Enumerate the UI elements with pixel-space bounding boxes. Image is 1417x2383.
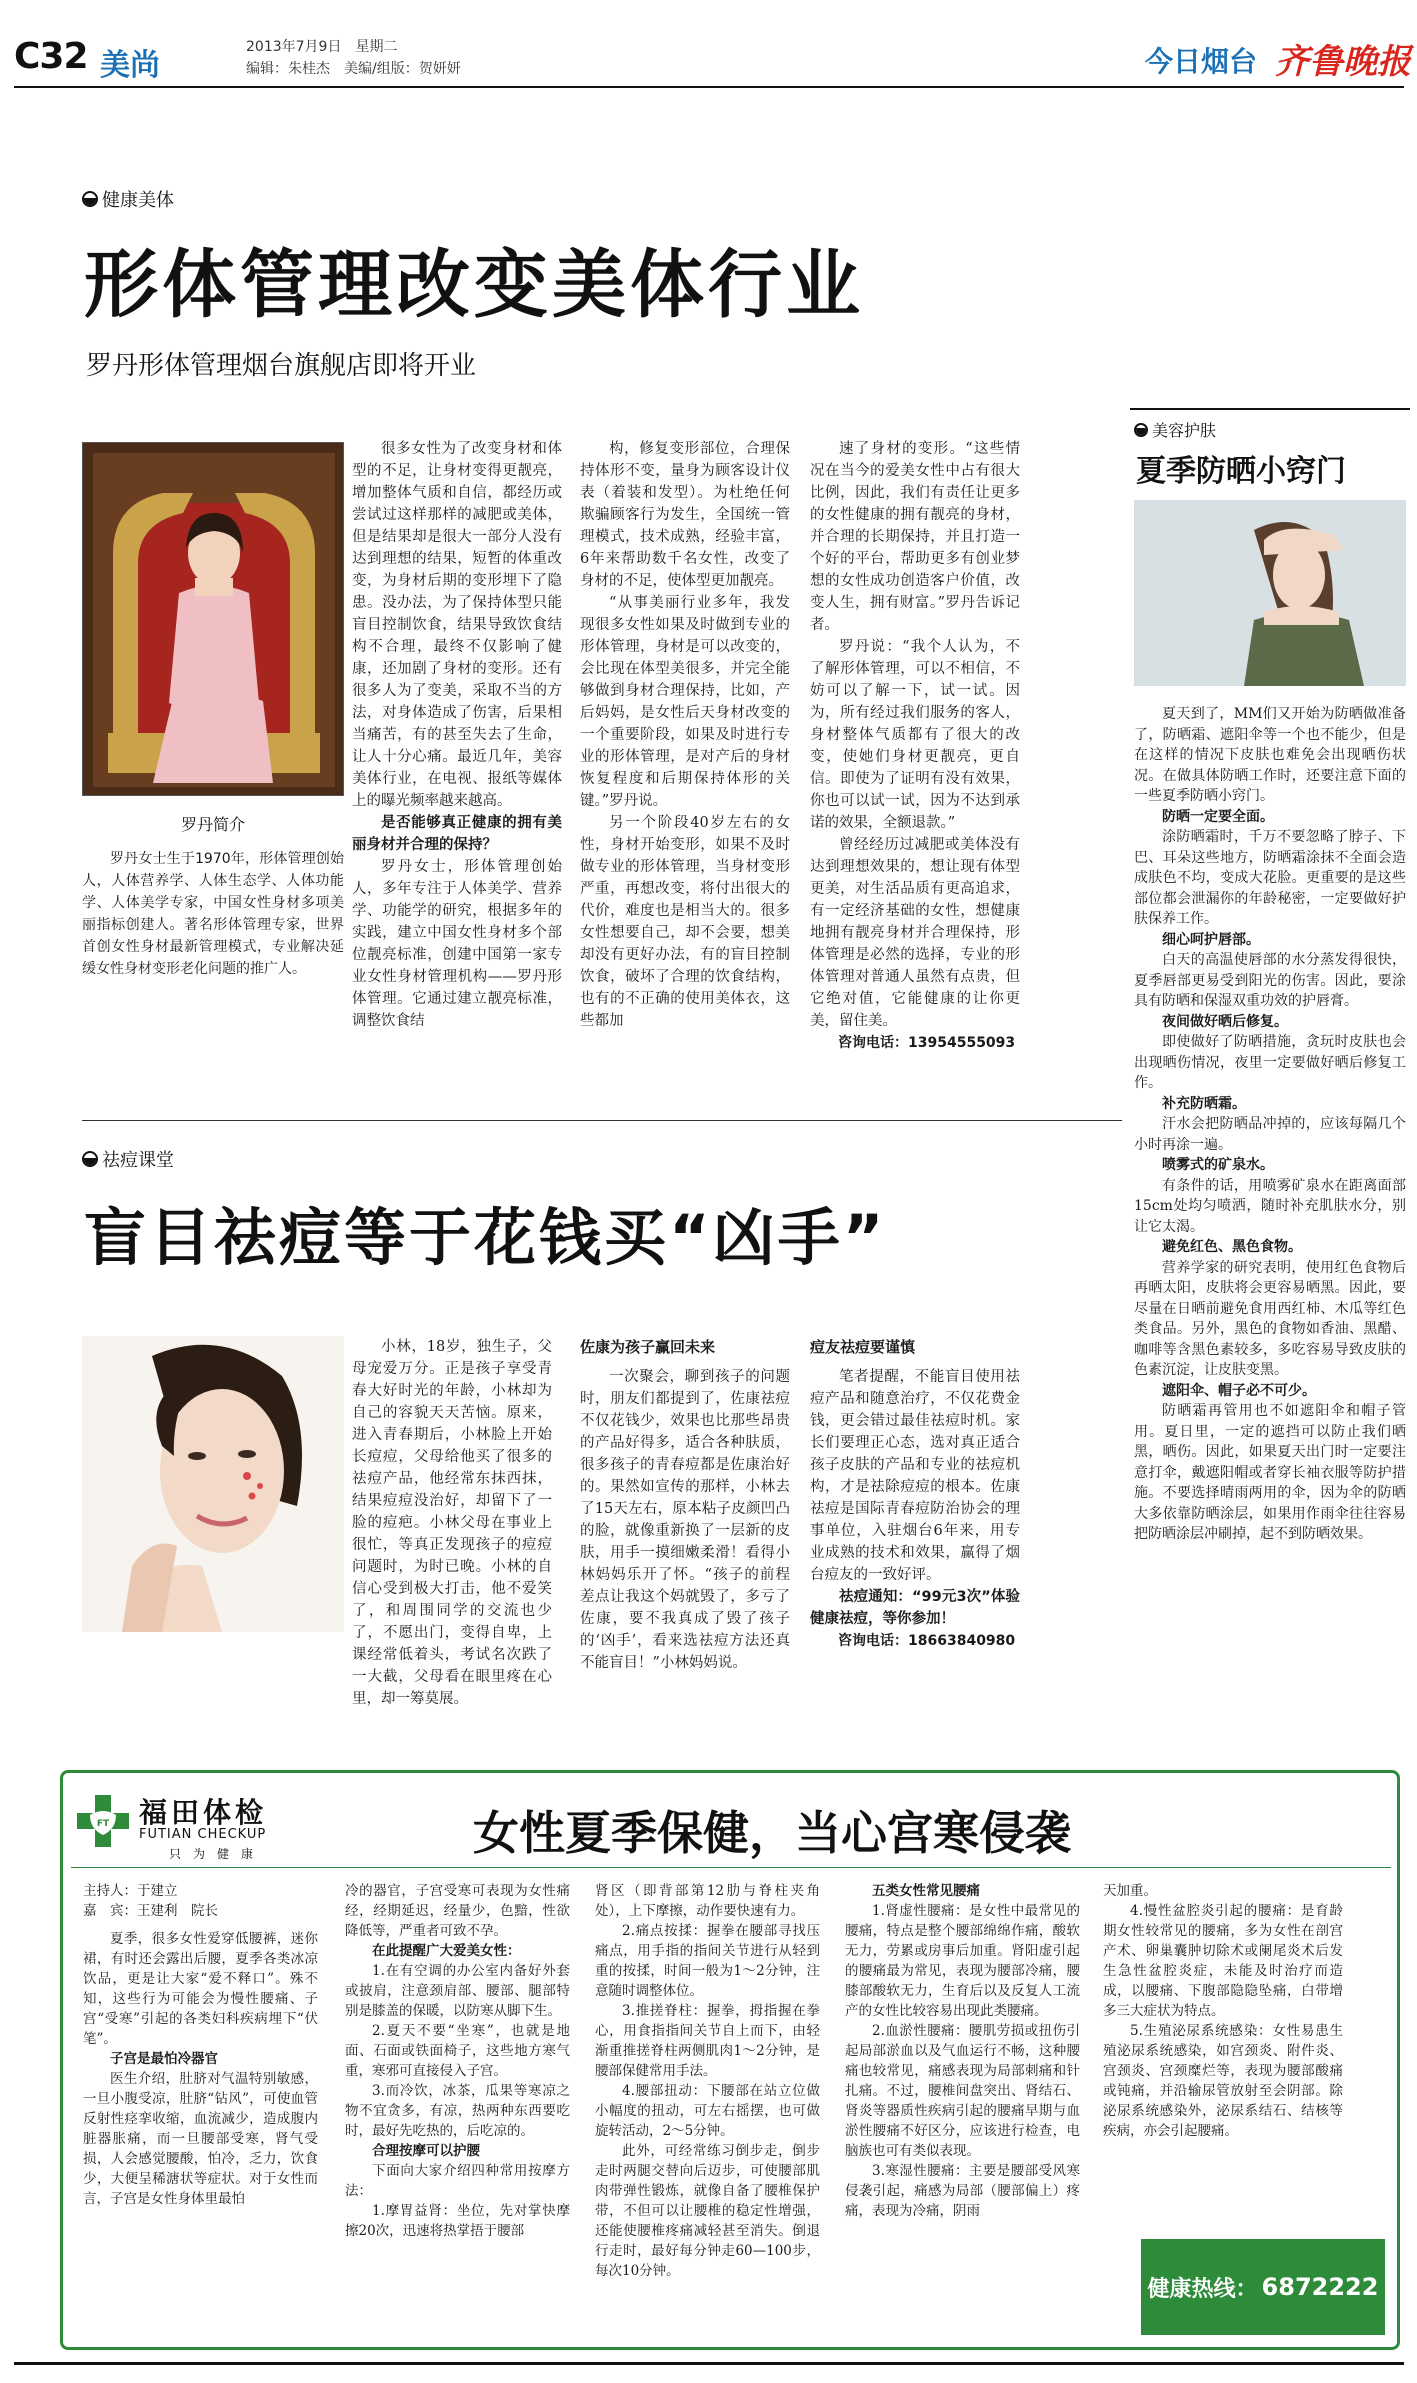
sidebar-body — [1134, 704, 1406, 1545]
paragraph: 4.腰部扭动：下腰部在站立位做小幅度的扭动，可左右摇摆，也可做旋转活动，2～5分钟。 — [595, 2083, 820, 2139]
tip-text: 营养学家的研究表明，使用红色食物后再晒太阳，皮肤将会更容易晒黑。因此，要尽量在日晒前避免食用西红柿、木瓜等红色类食品。另外，黑色的食物如香油、黑醋、咖啡等含黑色素较多，多吃容易导致皮肤的色素沉淀，让皮肤变黑。 — [1134, 1259, 1406, 1378]
article1-col2 — [580, 438, 790, 1032]
paragraph: 很多女性为了改变身材和体型的不足，让身材变得更靓亮，增加整体气质和自信，都经历或尝试过这样那样的减肥或美体，但是结果却是很大一部分人没有达到理想的结果，短暂的体重改变，为身材后期的变形埋下了隐患。没办法，为了保持体型只能盲目控制饮食，结果导致饮食结构不合理，最终不仅影响了健康，还加剧了身材的变形。还有很多人为了变美，采取不当的方法，对身体造成了伤害，后果相当痛苦，有的甚至失去了生命，让人十分心痛。最近几年，美容美体行业，在电视、报纸等媒体上的曝光频率越来越高。 — [352, 441, 562, 809]
paper-logo: 齐鲁晚报 — [1275, 42, 1411, 82]
issue-date: 2013年7月9日 星期二 — [246, 39, 398, 55]
paragraph: 速了身材的变形。“这些情况在当今的爱美女性中占有很大比例，因此，我们有责任让更多的女性健康的拥有靓亮的身材，并合理的长期保持，并且打造一个好的平台，帮助更多有创业梦想的女性成功创造客户价值，改变人生，拥有财富。”罗丹告诉记者。 — [810, 441, 1020, 633]
subheading: 合理按摩可以护腰 — [372, 2143, 480, 2159]
header-divider — [14, 86, 1404, 88]
ad-col4 — [845, 1881, 1080, 2221]
subheading: 痘友祛痘要谨慎 — [810, 1338, 916, 1356]
paragraph: 构，修复变形部位，合理保持体形不变，量身为顾客设计仪表（着装和发型）。为杜绝任何欺骗顾客行为发生，全国统一管理模式，技术成熟，经验丰富，6年来帮助数千名女性，改变了身材的不足，使体型更加靓亮。 — [580, 441, 790, 589]
paragraph: 肾区（即背部第12肋与脊柱夹角处），上下摩擦，动作要快速有力。 — [595, 1883, 820, 1919]
tip-text: 即使做好了防晒措施，贪玩时皮肤也会出现晒伤情况，夜里一定要做好晒后修复工作。 — [1134, 1034, 1406, 1091]
ad-col1 — [83, 1881, 318, 2209]
paragraph: 2.血淤性腰痛：腰肌劳损或扭伤引起局部淤血以及气血运行不畅，这种腰痛也较常见，痛感表现为局部刺痛和针扎痛。不过，腰椎间盘突出、肾结石、肾炎等器质性疾病引起的腰痛早期与血淤性腰痛不好区分，应该进行检查，电脑族也可有类似表现。 — [845, 2023, 1080, 2159]
paragraph: 1.在有空调的办公室内备好外套或披肩，注意颈肩部、腰部、腿部特别是膝盖的保暖，以防寒从脚下生。 — [345, 1963, 570, 2019]
sidebar-headline: 夏季防晒小窍门 — [1136, 454, 1346, 489]
sidebar-tag-text: 美容护肤 — [1152, 421, 1217, 440]
paragraph: 2.痛点按揉：握拳在腰部寻找压痛点，用手指的指间关节进行从轻到重的按揉，时间一般为1～2分钟，注意随时调整体位。 — [595, 1923, 820, 1999]
paragraph: 下面向大家介绍四种常用按摩方法： — [345, 2163, 570, 2199]
bio-text: 罗丹女士生于1970年，形体管理创始人，人体营养学、人体生态学、人体功能学、人体美学专家，中国女性身材多项美丽指标创建人。著名形体管理专家，世界首创女性身材最新管理模式，专业解决延缓女性身材变形老化问题的推广人。 — [82, 851, 344, 977]
paragraph: 曾经经历过减肥或美体没有达到理想效果的，想让现有体型更美，对生活品质有更高追求，有一定经济基础的女性，想健康地拥有靓亮身材并合理保持，形体管理是必然的选择，专业的形体管理对普通人虽然有点贵，但它绝对值，它能健康的让你更美，留住美。 — [810, 837, 1020, 1029]
article2-headline: 盲目祛痘等于花钱买“凶手” — [84, 1201, 887, 1274]
article1-col3 — [810, 438, 1020, 1054]
sunbathing-photo — [1134, 500, 1406, 686]
subheading: 五类女性常见腰痛 — [872, 1883, 980, 1899]
editors-line: 编辑：朱桂杰 美编/组版：贺妍妍 — [246, 61, 461, 77]
article2-tag-text: 祛痘课堂 — [102, 1150, 174, 1171]
tip-text: 涂防晒霜时，千万不要忽略了脖子、下巴、耳朵这些地方，防晒霜涂抹不全面会造成肤色不均，变成大花脸。更重要的是这些部位都会泄漏你的年龄秘密，一定要做好护肤保养工作。 — [1134, 829, 1406, 927]
tip-item — [1134, 1094, 1406, 1156]
section-name: 美尚 — [100, 48, 160, 83]
tip-item — [1134, 1237, 1406, 1381]
paragraph: 3.寒湿性腰痛：主要是腰部受风寒侵袭引起，痛感为局部（腰部偏上）疼痛，表现为冷痛，阴雨 — [845, 2163, 1080, 2219]
paragraph: 3.而冷饮，冰茶，瓜果等寒凉之物不宜贪多，有凉，热两种东西要吃时，最好先吃热的，后吃凉的。 — [345, 2083, 570, 2139]
woman-illustration — [1134, 500, 1406, 686]
section-marker-icon — [82, 191, 98, 207]
subheading: 是否能够真正健康的拥有美丽身材并合理的保持？ — [352, 815, 562, 853]
paragraph: 夏季，很多女性爱穿低腰裤，迷你裙，有时还会露出后腰，夏季各类冰凉饮品，更是让大家“爱不释口”。殊不知，这些行为可能会为慢性腰痛、子宫“受寒”引起的各类妇科疾病埋下“伏笔”。 — [83, 1931, 318, 2047]
paragraph: 罗丹说：“我个人认为，不了解形体管理，可以不相信，不妨可以了解一下，试一试。因为，所有经过我们服务的客人，身材整体气质都有了很大的改变，使她们身材更靓亮，更自信。即使为了证明有没有效果，你也可以试一试，因为不达到承诺的效果，全额退款。” — [810, 639, 1020, 831]
article1-tag — [82, 186, 174, 212]
subheading: 子宫是最怕冷器官 — [110, 2051, 218, 2067]
subheading: 在此提醒广大爱美女性： — [372, 1943, 521, 1959]
article2-col3 — [810, 1336, 1020, 1652]
sidebar-tag — [1134, 418, 1216, 441]
article2-col2 — [580, 1336, 790, 1674]
logo-cn: 福田体检 — [139, 1796, 268, 1829]
tip-item — [1134, 930, 1406, 1012]
portrait-illustration — [83, 443, 344, 796]
tip-item — [1134, 1381, 1406, 1545]
tip-text: 防晒霜再管用也不如遮阳伞和帽子管用。夏日里，一定的遮挡可以防止我们晒黑，晒伤。因此，如果夏天出门时一定要注意打伞，戴遮阳帽或者穿长袖衣服等防护措施。不要选择晴雨两用的伞，因为伞的防晒大多依靠防晒涂层，如果用作雨伞往往容易把防晒涂层冲刷掉，起不到防晒效果。 — [1134, 1403, 1406, 1542]
article-divider — [82, 1120, 1122, 1121]
promo-notice: 祛痘通知：“99元3次”体验健康祛痘，等你参加！ — [810, 1589, 1020, 1627]
section-marker-icon — [1134, 423, 1148, 437]
paragraph: 1.摩胃益肾：坐位，先对掌快摩擦20次，迅速将热掌捂于腰部 — [345, 2203, 570, 2239]
hotline-number: 6872222 — [1261, 2273, 1379, 2301]
paragraph: 冷的器官，子宫受寒可表现为女性痛经，经期延迟，经量少，色黯，性欲降低等，严重者可致不孕。 — [345, 1883, 570, 1939]
host-line: 主持人：于建立 — [83, 1883, 178, 1899]
paragraph: 2.夏天不要“坐寒”，也就是地面、石面或铁面椅子，这些地方寒气重，寒邪可直接侵入子宫。 — [345, 2023, 570, 2079]
logo-slogan: 只 为 健 康 — [169, 1847, 254, 1861]
ad-col3 — [595, 1881, 820, 2281]
cross-logo-icon — [77, 1795, 129, 1847]
page-header — [0, 0, 1417, 83]
ad-divider — [71, 1867, 1391, 1868]
article2-col1 — [352, 1336, 552, 1710]
ad-col2 — [345, 1881, 570, 2241]
ad-box — [60, 1770, 1400, 2350]
futian-logo — [77, 1791, 317, 1861]
sidebar-top-rule — [1130, 408, 1410, 410]
section-marker-icon — [82, 1151, 98, 1167]
paragraph: 5.生殖泌尿系统感染：女性易患生殖泌尿系统感染，如宫颈炎、附件炎、宫颈炎、宫颈糜烂等，表现为腰部酸痛或钝痛，并沿输尿管放射至会阴部。除泌尿系统感染外，泌尿系结石、结核等疾病，亦会引起腰痛。 — [1103, 2023, 1343, 2139]
luodan-photo — [82, 442, 344, 796]
model-photo — [82, 1336, 344, 1632]
tip-text: 汗水会把防晒品冲掉的，应该每隔几个小时再涂一遍。 — [1134, 1116, 1406, 1153]
paragraph: 3.推搓脊柱：握拳，拇指握在拳心，用食指指间关节自上而下，由轻渐重推搓脊柱两侧肌肉1～2分钟，是腰部保健常用手法。 — [595, 2003, 820, 2079]
tip-title: 喷雾式的矿泉水。 — [1162, 1157, 1274, 1173]
photo-caption: 罗丹简介 — [180, 815, 245, 834]
paragraph: 医生介绍，肚脐对气温特别敏感，一旦小腹受凉，肚脐“钻风”，可使血管反射性痉挛收缩，血流减少，造成腹内脏器胀痛，而一旦腰部受寒，肾气受损，人会感觉腰酸，怕冷，乏力，饮食少，大便呈稀溏状等症状。对于女性而言，子宫是女性身体里最怕 — [83, 2071, 318, 2207]
page-number: C32 — [14, 36, 88, 77]
article1-col1 — [352, 438, 562, 1032]
contact-phone: 咨询电话：18663840980 — [838, 1633, 1016, 1649]
edition-name: 今日烟台 — [1145, 45, 1258, 78]
svg-text:FT: FT — [96, 1819, 110, 1829]
article1-headline: 形体管理改变美体行业 — [84, 242, 864, 328]
contact-phone: 咨询电话：13954555093 — [838, 1035, 1016, 1051]
tip-title: 细心呵护唇部。 — [1162, 931, 1260, 948]
paragraph: 天加重。 — [1103, 1883, 1157, 1899]
tip-title: 防晒一定要全面。 — [1162, 808, 1274, 825]
guest-line: 嘉 宾：王建利 院长 — [83, 1903, 218, 1919]
paragraph: 另一个阶段40岁左右的女性，身材开始变形，如果不及时做专业的形体管理，当身材变形严重，再想改变，将付出很大的代价，难度也是相当大的。很多女性想要自己，却不会要，想美却没有更好办法，有的盲目控制饮食，破坏了合理的饮食结构，也有的不正确的使用美体衣，这些都加 — [580, 815, 790, 1029]
tip-item — [1134, 1155, 1406, 1237]
sidebar-intro: 夏天到了，MM们又开始为防晒做准备了，防晒霜、遮阳伞等一个也不能少，但是在这样的情况下皮肤也难免会出现晒伤状况。在做具体防晒工作时，还要注意下面的一些夏季防晒小窍门。 — [1134, 706, 1406, 804]
face-illustration — [82, 1336, 344, 1632]
ad-headline: 女性夏季保健，当心宫寒侵袭 — [473, 1806, 1071, 1860]
logo-en: FUTIAN CHECKUP — [139, 1827, 267, 1842]
paragraph: 一次聚会，聊到孩子的问题时，朋友们都提到了，佐康祛痘不仅花钱少，效果也比那些昂贵的产品好得多，适合各种肤质，很多孩子的青春痘都是佐康治好的。果然如宣传的那样，小林去了15天左右，原本粘子皮颜凹凸的脸，就像重新换了一层新的皮肤，用手一摸细嫩柔滑！看得小林妈妈乐开了怀。“孩子的前程差点让我这个妈就毁了，多亏了佐康，要不我真成了毁了孩子的‘凶手’，看来选祛痘方法还真不能盲目！”小林妈妈说。 — [580, 1369, 790, 1671]
tip-item — [1134, 1012, 1406, 1094]
hotline-label: 健康热线： — [1147, 2276, 1258, 2302]
paragraph: 罗丹女士，形体管理创始人，多年专注于人体美学、营养学、功能学的研究，根据多年的实践，建立中国女性身材多个部位靓亮标准，创建中国第一家专业女性身材管理机构——罗丹形体管理。它通过建立靓亮标准，调整饮食结 — [352, 859, 562, 1029]
tip-title: 夜间做好晒后修复。 — [1162, 1013, 1288, 1030]
paragraph: 小林，18岁，独生子，父母宠爱万分。正是孩子享受青春大好时光的年龄，小林却为自己的容貌天天苦恼。原来，进入青春期后，小林脸上开始长痘痘，父母给他买了很多的祛痘产品，他经常东抹西抹，结果痘痘没治好，却留下了一脸的痘疤。小林父母在事业上很忙，等真正发现孩子的痘痘问题时，为时已晚。小林的自信心受到极大打击，他不爱笑了，和周围同学的交流也少了，不愿出门，变得自卑，上课经常低着头，考试名次跌了一大截，父母看在眼里疼在心里，却一筹莫展。 — [352, 1339, 552, 1707]
article1-subhead: 罗丹形体管理烟台旗舰店即将开业 — [86, 351, 477, 381]
article2-tag — [82, 1146, 174, 1172]
tip-title: 避免红色、黑色食物。 — [1162, 1239, 1302, 1255]
paragraph: “从事美丽行业多年，我发现很多女性如果及时做到专业的形体管理，身材是可以改变的，会比现在体型美很多，并完全能够做到身材合理保持，比如，产后妈妈，是女性后天身材改变的一个重要阶段，如果及时进行专业的形体管理，是对产后的身材恢复程度和后期保持体形的关键。”罗丹说。 — [580, 595, 790, 809]
tip-title: 补充防晒霜。 — [1162, 1095, 1246, 1112]
ad-col5 — [1103, 1881, 1343, 2141]
paragraph: 1.肾虚性腰痛：是女性中最常见的腰痛，特点是整个腰部绵绵作痛，酸软无力，劳累或房事后加重。肾阳虚引起的腰痛最为常见，表现为腰部冷痛，腰膝部酸软无力，生育后以及反复人工流产的女性比较容易出现此类腰痛。 — [845, 1903, 1080, 2019]
article1-tag-text: 健康美体 — [102, 190, 174, 211]
paragraph: 4.慢性盆腔炎引起的腰痛：是育龄期女性较常见的腰痛，多为女性在剖宫产术、卵巢囊肿切除术或阑尾炎术后发生急性盆腔炎症，未能及时治疗而造成，以腰痛、下腹部隐隐坠痛，白带增多三大症状为特点。 — [1103, 1903, 1343, 2019]
footer-rule — [14, 2362, 1404, 2365]
paragraph: 笔者提醒，不能盲目使用祛痘产品和随意治疗，不仅花费金钱，更会错过最佳祛痘时机。家长们要理正心态，选对真正适合孩子皮肤的产品和专业的祛痘机构，才是祛除痘痘的根本。佐康祛痘是国际青春痘防治协会的理事单位，入驻烟台6年来，用专业成熟的技术和效果，赢得了烟台痘友的一致好评。 — [810, 1369, 1020, 1583]
luodan-bio — [82, 848, 344, 980]
hotline-banner — [1141, 2239, 1385, 2335]
tip-text: 白天的高温使唇部的水分蒸发得很快，夏季唇部更易受到阳光的伤害。因此，要涂具有防晒和保湿双重功效的护唇膏。 — [1134, 952, 1406, 1009]
subheading: 佐康为孩子赢回未来 — [580, 1338, 716, 1356]
tip-title: 遮阳伞、帽子必不可少。 — [1162, 1382, 1316, 1399]
tip-text: 有条件的话，用喷雾矿泉水在距离面部15cm处均匀喷洒，随时补充肌肤水分，别让它太渴。 — [1134, 1177, 1406, 1235]
tip-item — [1134, 807, 1406, 930]
paragraph: 此外，可经常练习倒步走，倒步走时两腿交替向后迈步，可使腰部肌肉带弹性锻炼，就像自备了腰椎保护带，不但可以让腰椎的稳定性增强，还能使腰椎疼痛减轻甚至消失。倒退行走时，最好每分钟走60—100步，每次10分钟。 — [595, 2143, 820, 2279]
